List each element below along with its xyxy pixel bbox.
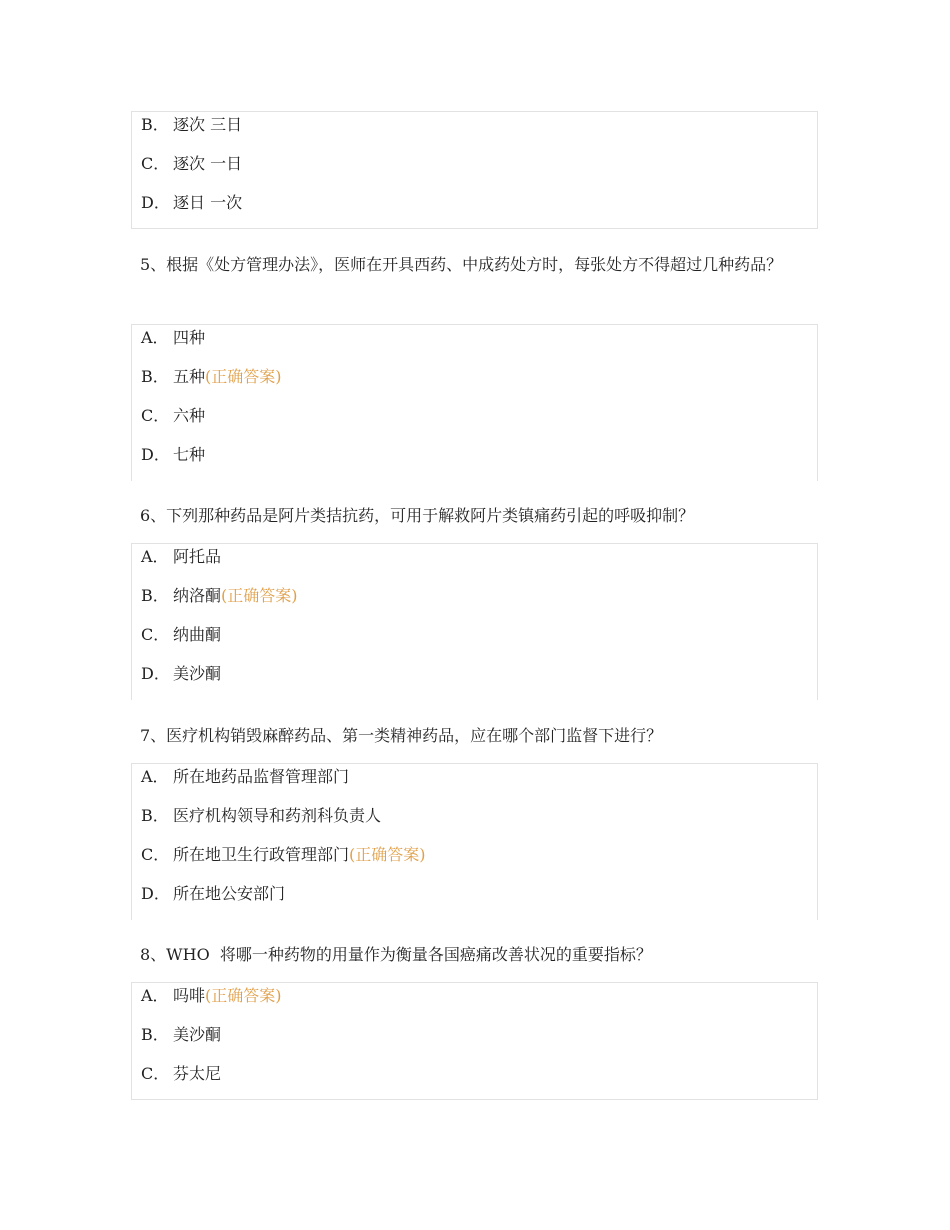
option-text: 芬太尼 — [173, 1064, 222, 1083]
correct-answer-tag: (正确答案) — [221, 586, 298, 605]
option-letter: B． — [141, 586, 169, 605]
q4-option-b — [141, 115, 242, 135]
option-letter: C． — [141, 406, 170, 425]
option-letter: B． — [141, 115, 169, 134]
q6-option-d — [141, 664, 221, 684]
q7-options-box — [131, 763, 818, 920]
q7-option-d — [141, 884, 285, 904]
option-letter: A． — [141, 767, 169, 786]
option-text: 纳曲酮 — [173, 625, 222, 644]
correct-answer-tag: (正确答案) — [205, 986, 282, 1005]
q8-option-b — [141, 1025, 221, 1045]
option-text: 所在地卫生行政管理部门 — [173, 845, 350, 864]
option-text: 五种 — [173, 367, 206, 386]
option-text: 逐次 三日 — [173, 115, 243, 134]
q8-question: 8、WHO 将哪一种药物的用量作为衡量各国癌痛改善状况的重要指标？ — [140, 945, 652, 964]
q6-options-box — [131, 543, 818, 700]
option-text: 六种 — [173, 406, 206, 425]
option-letter: A． — [141, 547, 169, 566]
q5-option-b — [141, 367, 282, 387]
q5-option-a — [141, 328, 205, 348]
option-letter: D． — [141, 445, 170, 464]
option-text: 逐日 一次 — [173, 193, 243, 212]
option-text: 逐次 一日 — [173, 154, 243, 173]
option-text: 美沙酮 — [173, 664, 222, 683]
q4-options-box — [131, 111, 818, 229]
option-letter: B． — [141, 1025, 169, 1044]
option-text: 医疗机构领导和药剂科负责人 — [173, 806, 382, 825]
option-letter: C． — [141, 625, 170, 644]
option-text: 美沙酮 — [173, 1025, 222, 1044]
q4-option-c — [141, 154, 242, 174]
q8-options-box — [131, 982, 818, 1100]
option-letter: C． — [141, 845, 170, 864]
q6-option-c — [141, 625, 221, 645]
option-text: 所在地药品监督管理部门 — [173, 767, 350, 786]
q6-option-a — [141, 547, 221, 567]
q5-option-c — [141, 406, 205, 426]
option-letter: A． — [141, 986, 169, 1005]
option-text: 所在地公安部门 — [173, 884, 286, 903]
q6-option-b — [141, 586, 298, 606]
q8-option-c — [141, 1064, 221, 1084]
option-letter: B． — [141, 806, 169, 825]
option-text: 七种 — [173, 445, 206, 464]
q8-option-a — [141, 986, 282, 1006]
correct-answer-tag: (正确答案) — [349, 845, 426, 864]
q7-option-c — [141, 845, 426, 865]
option-text: 纳洛酮 — [173, 586, 222, 605]
correct-answer-tag: (正确答案) — [205, 367, 282, 386]
option-letter: C． — [141, 1064, 170, 1083]
q4-option-d — [141, 193, 242, 213]
option-letter: D． — [141, 193, 170, 212]
q7-question: 7、医疗机构销毁麻醉药品、第一类精神药品，应在哪个部门监督下进行？ — [140, 726, 663, 745]
q5-question: 5、根据《处方管理办法》，医师在开具西药、中成药处方时，每张处方不得超过几种药品？ — [140, 255, 783, 274]
q5-options-box — [131, 324, 818, 481]
option-letter: A． — [141, 328, 169, 347]
option-letter: C． — [141, 154, 170, 173]
option-text: 吗啡 — [173, 986, 206, 1005]
option-text: 阿托品 — [173, 547, 222, 566]
q5-option-d — [141, 445, 205, 465]
option-letter: D． — [141, 664, 170, 683]
q7-option-a — [141, 767, 349, 787]
q6-question: 6、下列那种药品是阿片类拮抗药，可用于解救阿片类镇痛药引起的呼吸抑制？ — [140, 506, 695, 525]
option-text: 四种 — [173, 328, 206, 347]
option-letter: D． — [141, 884, 170, 903]
option-letter: B． — [141, 367, 169, 386]
q7-option-b — [141, 806, 381, 826]
